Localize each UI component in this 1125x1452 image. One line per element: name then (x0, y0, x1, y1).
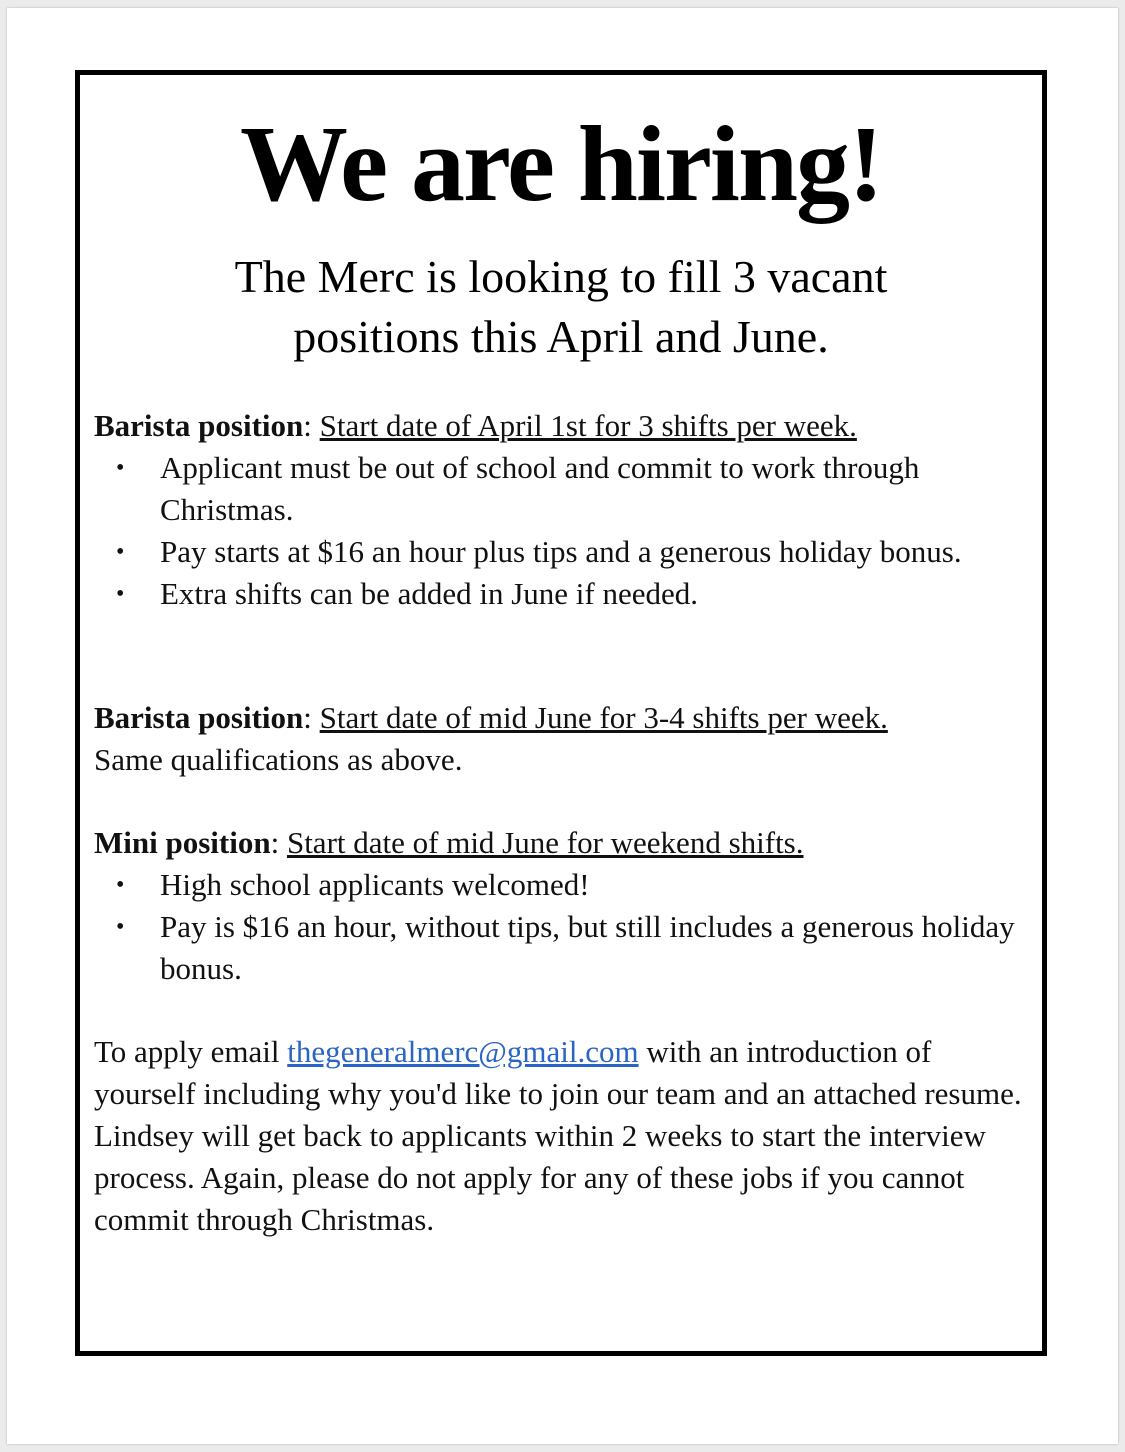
subheadline (80, 247, 1042, 367)
bullet-icon: • (116, 539, 125, 565)
position-name: Barista position (94, 408, 304, 443)
position-separator: : (303, 700, 312, 735)
subheadline-line-1: The Merc is looking to fill 3 vacant (234, 251, 888, 302)
position-separator: : (303, 408, 312, 443)
bullet-icon: • (116, 872, 125, 898)
bullet-icon: • (116, 914, 125, 940)
apply-instructions (94, 1031, 1039, 1241)
position-start-date: Start date of April 1st for 3 shifts per week. (319, 408, 857, 443)
position-heading (94, 697, 1039, 739)
position-note: Same qualifications as above. (94, 742, 463, 777)
position-heading (94, 822, 1039, 864)
bullet-icon: • (116, 455, 125, 481)
subheadline-line-2: positions this April and June. (293, 311, 829, 362)
list-item: • High school applicants welcomed! (94, 864, 1039, 906)
position-barista-april (94, 405, 1039, 615)
headline: We are hiring! (240, 105, 882, 224)
position-separator: : (270, 825, 280, 860)
position-name: Barista position (94, 700, 304, 735)
list-item: • Pay is $16 an hour, without tips, but still includes a generous holiday bonus. (94, 906, 1039, 990)
list-item: • Applicant must be out of school and commit to work through Christmas. (94, 447, 1039, 531)
requirements-list (94, 864, 1039, 990)
email-link[interactable]: thegeneralmerc@gmail.com (287, 1034, 639, 1069)
list-item: • Pay starts at $16 an hour plus tips and a generous holiday bonus. (94, 531, 1039, 573)
requirements-list (94, 447, 1039, 615)
position-barista-june (94, 697, 1039, 781)
position-heading (94, 405, 1039, 447)
apply-prefix: To apply email (94, 1034, 280, 1069)
document-page (7, 8, 1118, 1444)
list-item: • Extra shifts can be added in June if needed. (94, 573, 1039, 615)
bullet-icon: • (116, 581, 125, 607)
apply-details: with an introduction of yourself including why you'd like to join our team and an attached resume. Lindsey will get back to applicants within 2 weeks to start the interview process. Again, please do not apply for any of these jobs if you cannot commit through Christmas. (94, 1034, 1022, 1237)
position-mini (94, 822, 1039, 990)
position-start-date: Start date of mid June for weekend shifts. (286, 825, 804, 860)
flyer-border (75, 70, 1047, 1356)
position-name: Mini position (94, 825, 271, 860)
position-start-date: Start date of mid June for 3-4 shifts per week. (319, 700, 888, 735)
